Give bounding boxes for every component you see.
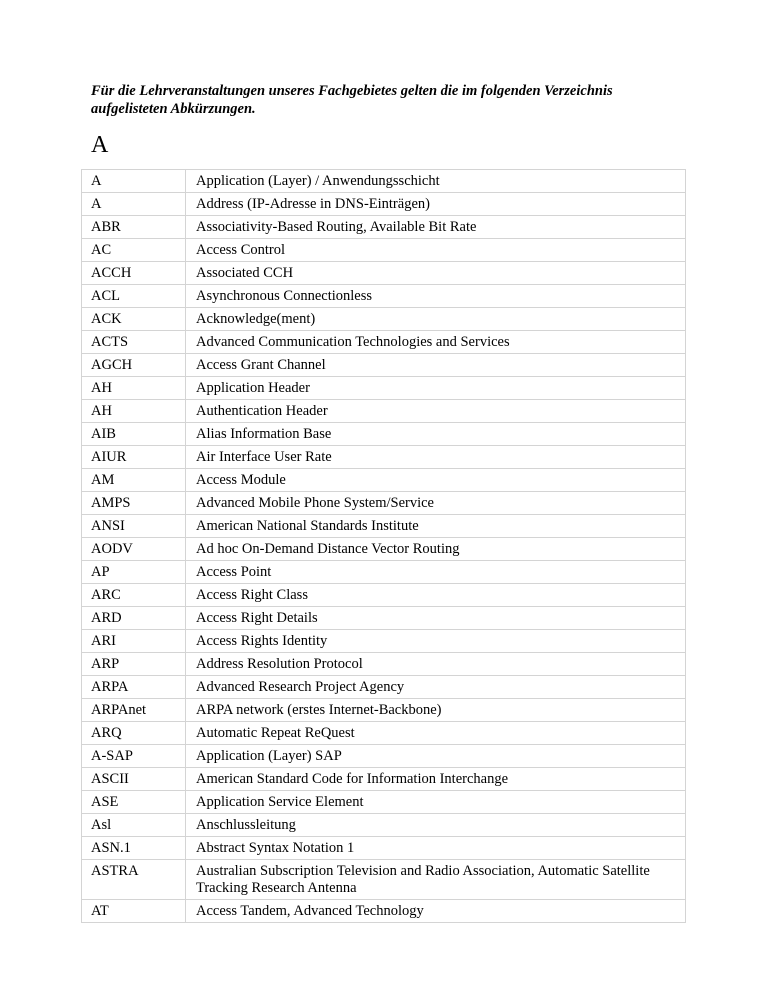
- abbreviation-cell: AIB: [82, 423, 186, 446]
- abbreviation-cell: AT: [82, 900, 186, 923]
- table-row: [82, 446, 686, 469]
- table-row: [82, 584, 686, 607]
- definition-cell: Abstract Syntax Notation 1: [186, 837, 686, 860]
- definition-cell: Application Service Element: [186, 791, 686, 814]
- definition-cell: Access Control: [186, 239, 686, 262]
- definition-cell: Advanced Mobile Phone System/Service: [186, 492, 686, 515]
- abbreviation-cell: ARP: [82, 653, 186, 676]
- abbreviation-cell: AGCH: [82, 354, 186, 377]
- abbreviation-cell: ARPAnet: [82, 699, 186, 722]
- definition-cell: ARPA network (erstes Internet-Backbone): [186, 699, 686, 722]
- abbreviation-cell: ACL: [82, 285, 186, 308]
- abbreviation-cell: ASCII: [82, 768, 186, 791]
- intro-text: Für die Lehrveranstaltungen unseres Fachgebietes gelten die im folgenden Verzeichnis aufgelisteten Abkürzungen.: [91, 83, 613, 117]
- table-row: [82, 722, 686, 745]
- definition-cell: Application (Layer) / Anwendungsschicht: [186, 170, 686, 193]
- abbreviation-cell: ASE: [82, 791, 186, 814]
- abbreviation-cell: AMPS: [82, 492, 186, 515]
- abbreviation-cell: ASTRA: [82, 860, 186, 900]
- definition-cell: Air Interface User Rate: [186, 446, 686, 469]
- table-row: [82, 492, 686, 515]
- table-row: [82, 561, 686, 584]
- table-row: [82, 791, 686, 814]
- table-row: [82, 814, 686, 837]
- table-row: [82, 239, 686, 262]
- definition-cell: Application (Layer) SAP: [186, 745, 686, 768]
- abbreviation-cell: ABR: [82, 216, 186, 239]
- table-row: [82, 331, 686, 354]
- abbreviation-cell: AC: [82, 239, 186, 262]
- table-row: [82, 515, 686, 538]
- table-row: [82, 538, 686, 561]
- definition-cell: Associativity-Based Routing, Available Bit Rate: [186, 216, 686, 239]
- table-row: [82, 860, 686, 900]
- table-row: [82, 423, 686, 446]
- definition-cell: Access Rights Identity: [186, 630, 686, 653]
- table-row: [82, 837, 686, 860]
- abbreviation-cell: ASN.1: [82, 837, 186, 860]
- table-row: [82, 653, 686, 676]
- definition-cell: Alias Information Base: [186, 423, 686, 446]
- abbreviation-cell: A: [82, 170, 186, 193]
- abbreviation-cell: AIUR: [82, 446, 186, 469]
- table-row: [82, 607, 686, 630]
- table-row: [82, 170, 686, 193]
- table-row: [82, 377, 686, 400]
- section-heading: A: [91, 132, 109, 158]
- abbreviation-cell: ACTS: [82, 331, 186, 354]
- definition-cell: Asynchronous Connectionless: [186, 285, 686, 308]
- definition-cell: American Standard Code for Information Interchange: [186, 768, 686, 791]
- definition-cell: Access Module: [186, 469, 686, 492]
- abbreviation-cell: AM: [82, 469, 186, 492]
- definition-cell: Anschlussleitung: [186, 814, 686, 837]
- table-row: [82, 900, 686, 923]
- abbreviation-table: [81, 169, 686, 923]
- abbreviation-cell: AH: [82, 400, 186, 423]
- definition-cell: Ad hoc On-Demand Distance Vector Routing: [186, 538, 686, 561]
- definition-cell: Advanced Communication Technologies and Services: [186, 331, 686, 354]
- abbreviation-cell: ACCH: [82, 262, 186, 285]
- table-row: [82, 285, 686, 308]
- abbreviation-cell: AP: [82, 561, 186, 584]
- table-row: [82, 768, 686, 791]
- table-row: [82, 745, 686, 768]
- abbreviation-cell: ARI: [82, 630, 186, 653]
- table-row: [82, 699, 686, 722]
- definition-cell: Access Right Class: [186, 584, 686, 607]
- abbreviation-cell: ARQ: [82, 722, 186, 745]
- abbreviation-cell: ACK: [82, 308, 186, 331]
- definition-cell: Access Right Details: [186, 607, 686, 630]
- definition-cell: Address Resolution Protocol: [186, 653, 686, 676]
- definition-cell: Access Tandem, Advanced Technology: [186, 900, 686, 923]
- definition-cell: Advanced Research Project Agency: [186, 676, 686, 699]
- definition-cell: Acknowledge(ment): [186, 308, 686, 331]
- table-row: [82, 354, 686, 377]
- definition-cell: Address (IP-Adresse in DNS-Einträgen): [186, 193, 686, 216]
- table-row: [82, 676, 686, 699]
- abbreviation-cell: Asl: [82, 814, 186, 837]
- abbreviation-cell: A-SAP: [82, 745, 186, 768]
- table-row: [82, 262, 686, 285]
- abbreviation-table-body: [82, 170, 686, 923]
- definition-cell: Access Grant Channel: [186, 354, 686, 377]
- definition-cell: Authentication Header: [186, 400, 686, 423]
- abbreviation-cell: ARD: [82, 607, 186, 630]
- table-row: [82, 630, 686, 653]
- definition-cell: Associated CCH: [186, 262, 686, 285]
- definition-cell: Access Point: [186, 561, 686, 584]
- definition-cell: Automatic Repeat ReQuest: [186, 722, 686, 745]
- abbreviation-cell: A: [82, 193, 186, 216]
- abbreviation-cell: AH: [82, 377, 186, 400]
- definition-cell: Australian Subscription Television and Radio Association, Automatic Satellite Tracking Research Antenna: [186, 860, 686, 900]
- abbreviation-cell: AODV: [82, 538, 186, 561]
- definition-cell: Application Header: [186, 377, 686, 400]
- abbreviation-cell: ARPA: [82, 676, 186, 699]
- table-row: [82, 193, 686, 216]
- table-row: [82, 216, 686, 239]
- table-row: [82, 308, 686, 331]
- abbreviation-cell: ARC: [82, 584, 186, 607]
- definition-cell: American National Standards Institute: [186, 515, 686, 538]
- abbreviation-cell: ANSI: [82, 515, 186, 538]
- table-row: [82, 400, 686, 423]
- table-row: [82, 469, 686, 492]
